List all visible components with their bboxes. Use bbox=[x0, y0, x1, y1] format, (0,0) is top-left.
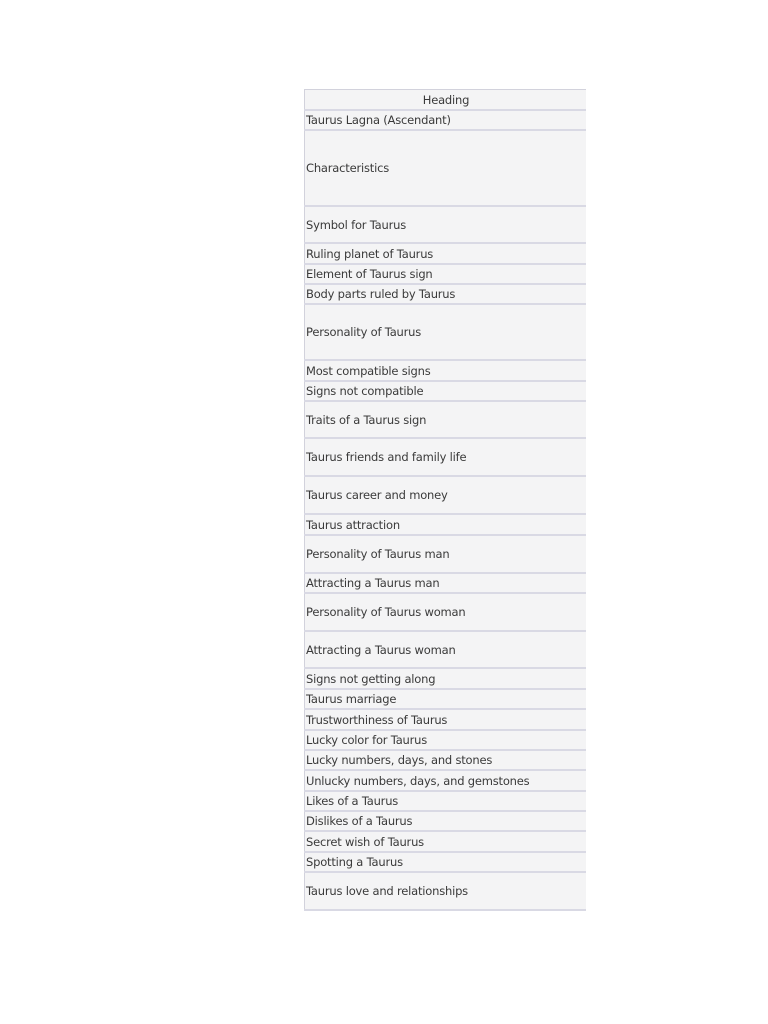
table-row bbox=[305, 631, 587, 668]
table-row bbox=[305, 709, 587, 730]
table-cell: Characteristics bbox=[305, 130, 587, 206]
table-cell: Secret wish of Taurus bbox=[305, 831, 587, 852]
table-row bbox=[305, 811, 587, 831]
table-cell: Taurus Lagna (Ascendant) bbox=[305, 110, 587, 130]
table-cell: Lucky color for Taurus bbox=[305, 730, 587, 750]
table-row bbox=[305, 770, 587, 791]
table-cell: Lucky numbers, days, and stones bbox=[305, 750, 587, 770]
table-row bbox=[305, 730, 587, 750]
table-row bbox=[305, 360, 587, 381]
table-cell: Personality of Taurus bbox=[305, 304, 587, 360]
table-row bbox=[305, 535, 587, 573]
table-cell: Ruling planet of Taurus bbox=[305, 243, 587, 264]
table-row bbox=[305, 438, 587, 476]
table-cell: Body parts ruled by Taurus bbox=[305, 284, 587, 304]
table-cell: Likes of a Taurus bbox=[305, 791, 587, 811]
table-body bbox=[305, 110, 587, 910]
table-row bbox=[305, 514, 587, 535]
table-cell: Personality of Taurus man bbox=[305, 535, 587, 573]
table-cell: Signs not getting along bbox=[305, 668, 587, 689]
table-cell: Spotting a Taurus bbox=[305, 852, 587, 872]
table-row bbox=[305, 689, 587, 709]
table-row bbox=[305, 206, 587, 243]
table-row bbox=[305, 791, 587, 811]
table-row bbox=[305, 110, 587, 130]
table-row bbox=[305, 304, 587, 360]
table-cell: Trustworthiness of Taurus bbox=[305, 709, 587, 730]
table-cell: Taurus career and money bbox=[305, 476, 587, 514]
table-row bbox=[305, 573, 587, 593]
table-row bbox=[305, 872, 587, 910]
table-row bbox=[305, 130, 587, 206]
table-row bbox=[305, 401, 587, 438]
table-cell: Taurus attraction bbox=[305, 514, 587, 535]
table-cell: Most compatible signs bbox=[305, 360, 587, 381]
table-row bbox=[305, 852, 587, 872]
table-cell: Taurus friends and family life bbox=[305, 438, 587, 476]
table-cell: Attracting a Taurus man bbox=[305, 573, 587, 593]
table-row bbox=[305, 264, 587, 284]
table-cell: Taurus marriage bbox=[305, 689, 587, 709]
table-cell: Attracting a Taurus woman bbox=[305, 631, 587, 668]
table-row bbox=[305, 284, 587, 304]
table-row bbox=[305, 381, 587, 401]
table-row bbox=[305, 668, 587, 689]
table-cell: Personality of Taurus woman bbox=[305, 593, 587, 631]
table-row bbox=[305, 476, 587, 514]
table-row bbox=[305, 593, 587, 631]
table-row bbox=[305, 750, 587, 770]
table-cell: Traits of a Taurus sign bbox=[305, 401, 587, 438]
header-row bbox=[305, 90, 587, 111]
header-cell-heading: Heading bbox=[305, 90, 587, 111]
headings-table bbox=[304, 89, 586, 911]
table-cell: Unlucky numbers, days, and gemstones bbox=[305, 770, 587, 791]
table-cell: Taurus love and relationships bbox=[305, 872, 587, 910]
table-row bbox=[305, 831, 587, 852]
table-cell: Symbol for Taurus bbox=[305, 206, 587, 243]
table-row bbox=[305, 243, 587, 264]
table-cell: Dislikes of a Taurus bbox=[305, 811, 587, 831]
table-cell: Element of Taurus sign bbox=[305, 264, 587, 284]
table-cell: Signs not compatible bbox=[305, 381, 587, 401]
